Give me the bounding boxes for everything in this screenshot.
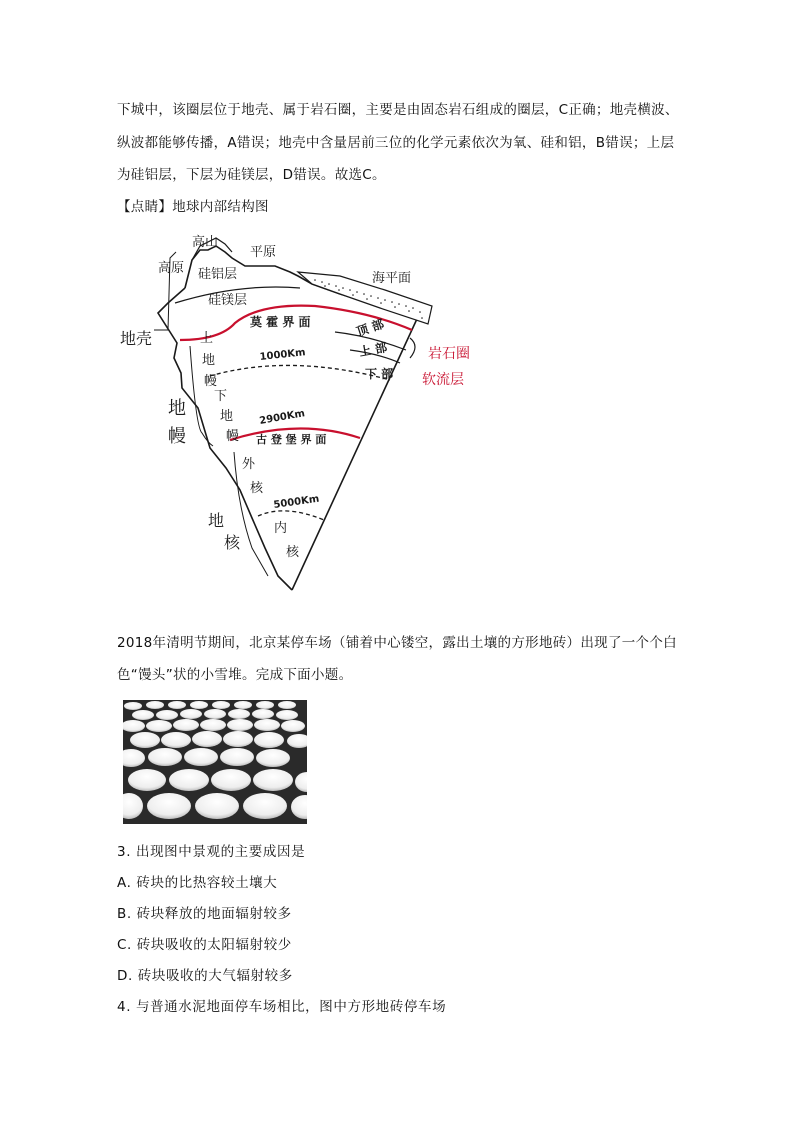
explanation-line-2: 纵波都能够传播，A错误；地壳中含量居前三位的化学元素依次为氧、硅和铝，B错误；上层 xyxy=(117,135,675,151)
label-moho: 莫 霍 界 面 xyxy=(250,315,311,329)
question-3-option-c: C. 砖块吸收的太阳辐射较少 xyxy=(117,937,292,953)
label-upper: 上 部 xyxy=(358,340,389,359)
depth-5000-line xyxy=(258,511,324,520)
label-upper-mantle-2: 地 xyxy=(202,353,216,368)
label-lower: 下 部 xyxy=(365,367,394,381)
ocean-area xyxy=(298,272,432,324)
label-gutenberg: 古 登 堡 界 面 xyxy=(256,433,327,446)
label-upper-mantle-3: 幔 xyxy=(204,374,218,389)
right-boundary xyxy=(292,308,422,590)
label-plateau: 高原 xyxy=(158,261,185,276)
depth-1000-line xyxy=(210,365,390,380)
label-depth-1000: 1000Km xyxy=(259,347,307,363)
question-4-stem: 4. 与普通水泥地面停车场相比，图中方形地砖停车场 xyxy=(117,999,447,1015)
label-core-1: 地 xyxy=(208,511,225,530)
earth-interior-diagram xyxy=(110,228,490,593)
label-inner-core-1: 内 xyxy=(274,521,288,536)
label-sea-level: 海平面 xyxy=(372,271,412,286)
label-sima: 硅镁层 xyxy=(208,293,248,308)
label-top: 顶 部 xyxy=(354,316,386,339)
label-high-mountain: 高山 xyxy=(192,235,219,250)
question-3-stem: 3. 出现图中景观的主要成因是 xyxy=(117,844,306,860)
snow-mounds-photo xyxy=(123,700,307,824)
explanation-line-1: 下城中，该圈层位于地壳、属于岩石圈，主要是由固态岩石组成的圈层，C正确；地壳横波、 xyxy=(117,102,679,118)
label-lithosphere: 岩石圈 xyxy=(428,346,470,362)
label-outer-core-1: 外 xyxy=(242,457,256,472)
passage-line-2: 色“馒头”状的小雪堆。完成下面小题。 xyxy=(117,667,353,683)
passage-line-1: 2018年清明节期间，北京某停车场（铺着中心镂空，露出土壤的方形地砖）出现了一个个白 xyxy=(117,635,677,651)
question-3-option-b: B. 砖块释放的地面辐射较多 xyxy=(117,906,292,922)
label-upper-mantle-1: 上 xyxy=(200,331,214,346)
label-lower-mantle-1: 下 xyxy=(214,389,228,404)
label-core-2: 核 xyxy=(224,533,241,552)
label-mantle-1: 地 xyxy=(168,398,186,419)
explanation-line-3: 为硅铝层，下层为硅镁层，D错误。故选C。 xyxy=(117,167,386,183)
label-sial: 硅铝层 xyxy=(198,267,238,282)
label-outer-core-2: 核 xyxy=(250,481,264,496)
label-depth-5000: 5000Km xyxy=(272,493,320,511)
label-crust: 地壳 xyxy=(120,329,153,348)
question-3-option-d: D. 砖块吸收的大气辐射较多 xyxy=(117,968,293,984)
question-3-option-a: A. 砖块的比热容较土壤大 xyxy=(117,875,278,891)
tip-heading: 【点睛】地球内部结构图 xyxy=(117,199,269,215)
label-lower-mantle-3: 幔 xyxy=(226,429,240,444)
label-mantle-2: 幔 xyxy=(168,426,186,447)
label-lower-mantle-2: 地 xyxy=(220,409,234,424)
label-asthenosphere: 软流层 xyxy=(422,372,464,388)
label-depth-2900: 2900Km xyxy=(258,408,306,427)
label-plain: 平原 xyxy=(250,245,277,260)
label-inner-core-2: 核 xyxy=(286,545,300,560)
lithosphere-bracket xyxy=(410,338,415,358)
